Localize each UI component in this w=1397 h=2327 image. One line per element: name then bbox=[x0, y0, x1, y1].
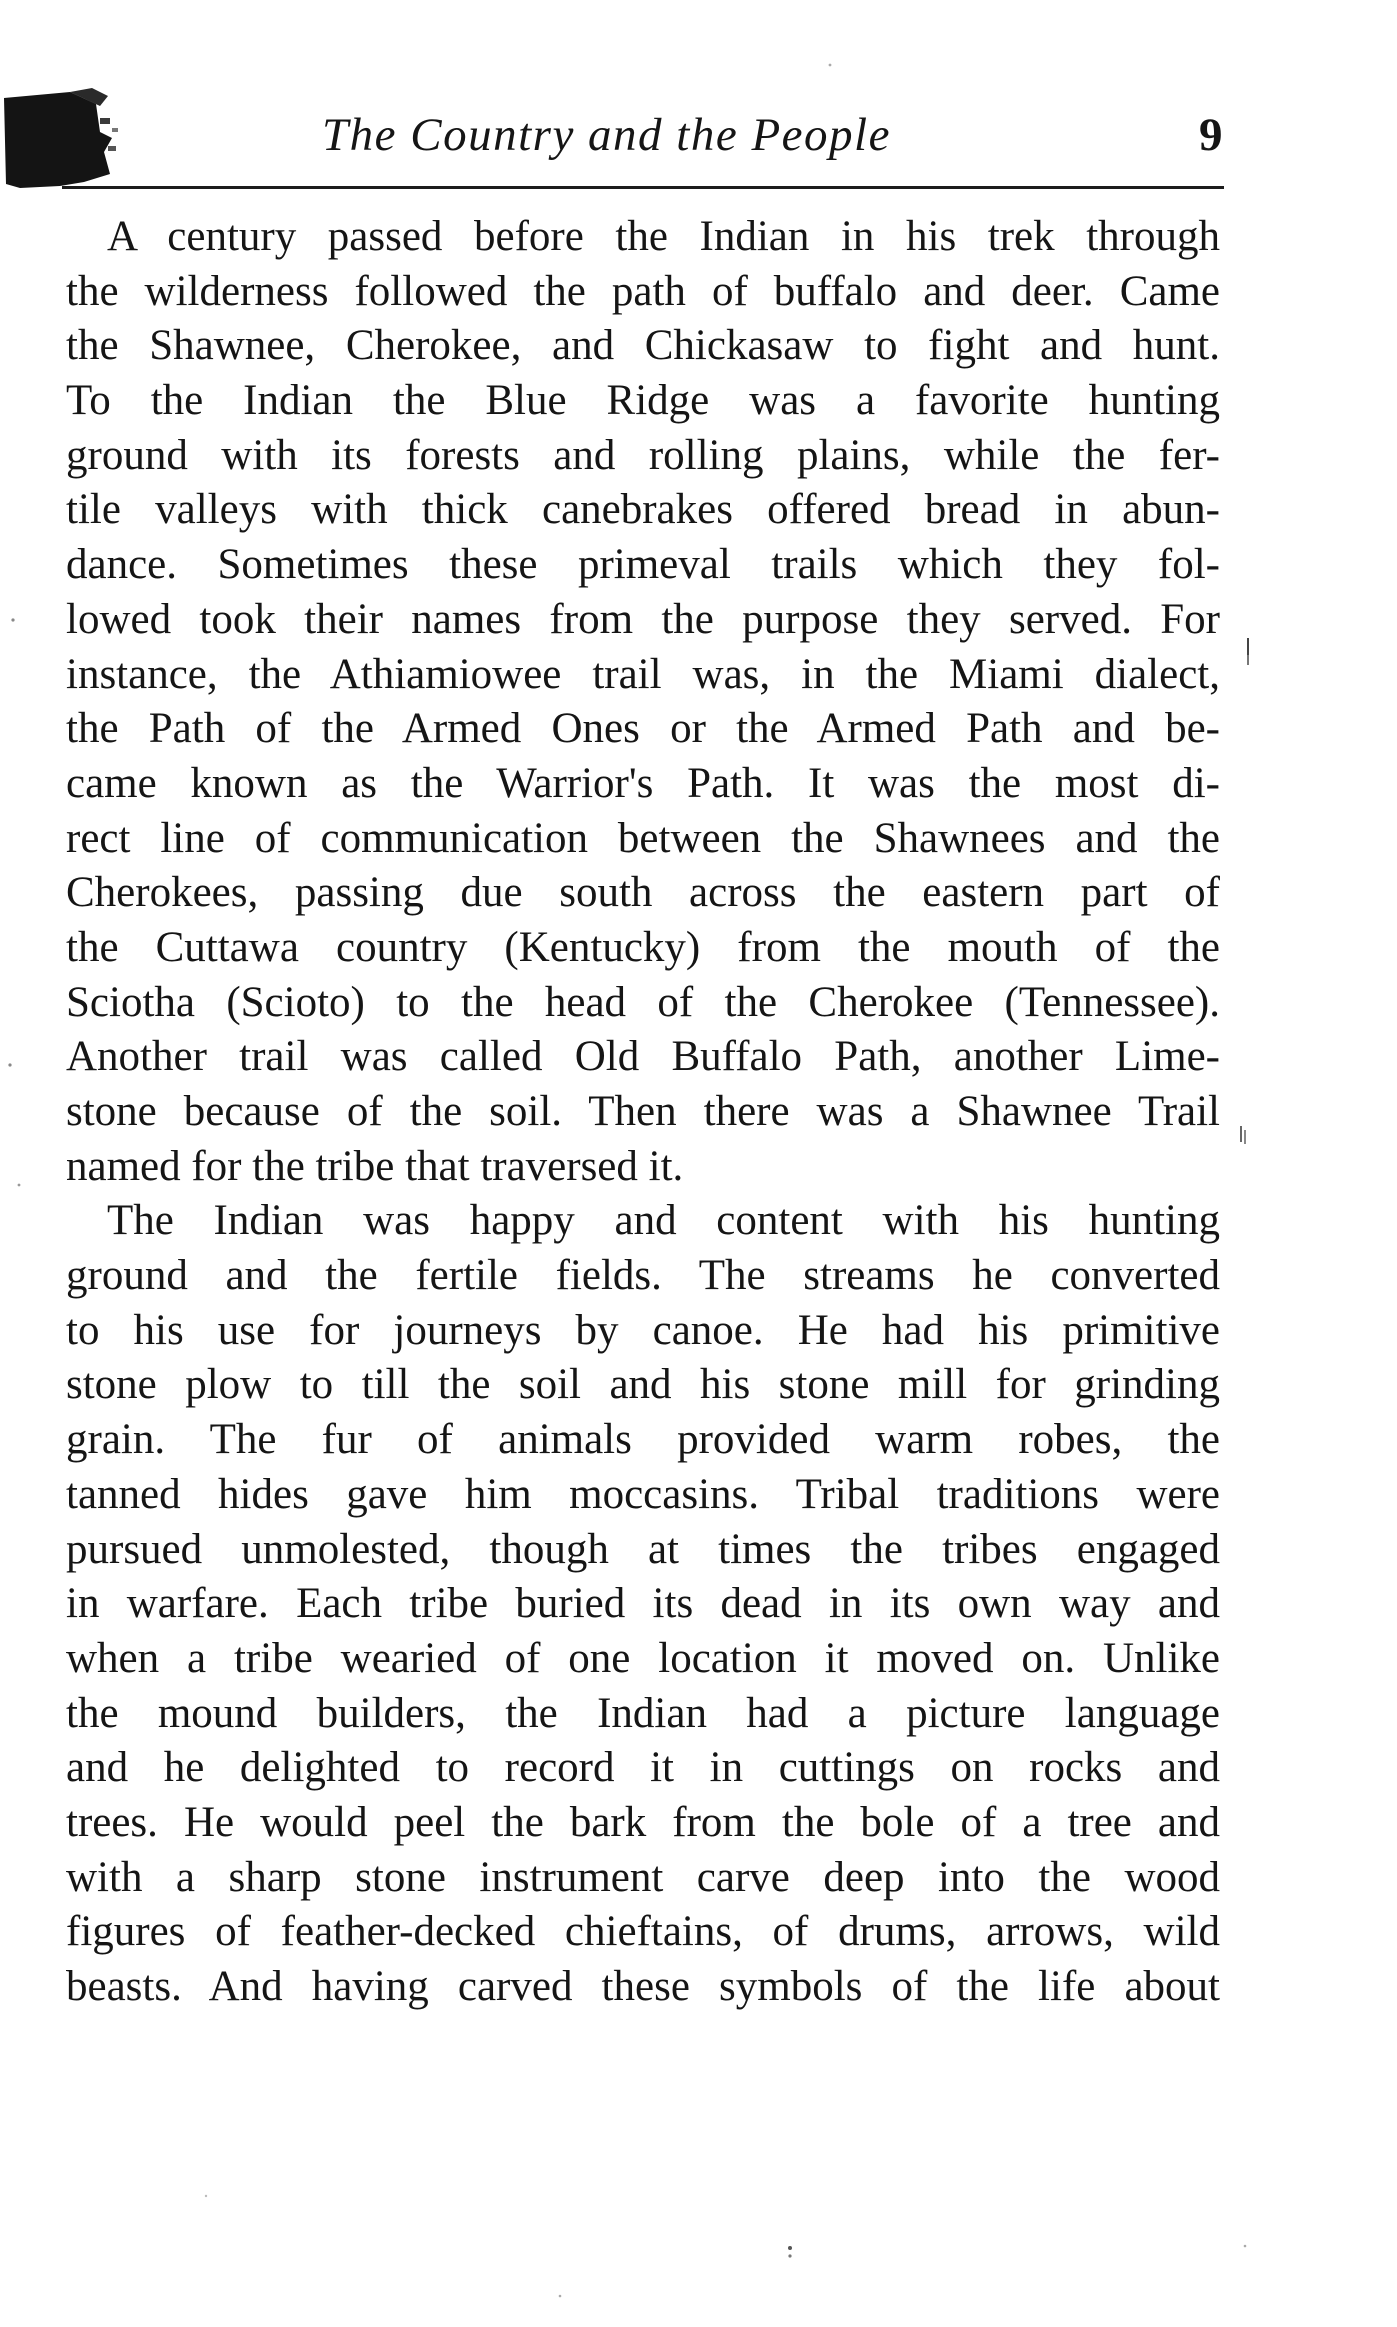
text-line: trees. He would peel the bark from the bole of a tree and bbox=[66, 1798, 1220, 1846]
text-line: Another trail was called Old Buffalo Path, another Lime- bbox=[66, 1033, 1220, 1081]
text-line: instance, the Athiamiowee trail was, in the Miami dialect, bbox=[66, 650, 1220, 698]
text-line: the mound builders, the Indian had a picture language bbox=[66, 1689, 1220, 1737]
text-line: dance. Sometimes these primeval trails which they fol- bbox=[66, 541, 1220, 589]
text-line: when a tribe wearied of one location it moved on. Unlike bbox=[66, 1634, 1220, 1682]
running-head-title: The Country and the People bbox=[322, 109, 891, 161]
text-line: pursued unmolested, though at times the tribes engaged bbox=[66, 1525, 1220, 1573]
text-line: the Path of the Armed Ones or the Armed Path and be- bbox=[66, 705, 1220, 753]
text-line: lowed took their names from the purpose they served. For bbox=[66, 595, 1220, 643]
text-line: A century passed before the Indian in his trek through bbox=[107, 213, 1220, 260]
text-line: named for the tribe that traversed it. bbox=[66, 1142, 684, 1190]
text-line: ground with its forests and rolling plains, while the fer- bbox=[66, 431, 1220, 479]
text-line: stone plow to till the soil and his stone mill for grinding bbox=[66, 1361, 1220, 1409]
text-line: and he delighted to record it in cuttings on rocks and bbox=[66, 1744, 1220, 1792]
text-line: came known as the Warrior's Path. It was the most di- bbox=[66, 759, 1220, 807]
text-line: ground and the fertile fields. The streams he converted bbox=[66, 1252, 1220, 1300]
text-line: beasts. And having carved these symbols of the life about bbox=[66, 1963, 1220, 2010]
text-line: grain. The fur of animals provided warm robes, the bbox=[66, 1416, 1220, 1464]
running-head bbox=[0, 95, 1397, 175]
text-line: in warfare. Each tribe buried its dead in its own way and bbox=[66, 1580, 1220, 1628]
text-line: The Indian was happy and content with his hunting bbox=[107, 1197, 1220, 1245]
body-text bbox=[66, 210, 1220, 2015]
page-number: 9 bbox=[1199, 109, 1223, 161]
header-rule bbox=[62, 186, 1224, 189]
text-line: tanned hides gave him moccasins. Tribal traditions were bbox=[66, 1470, 1220, 1518]
text-line: To the Indian the Blue Ridge was a favorite hunting bbox=[66, 377, 1220, 425]
text-line: Cherokees, passing due south across the eastern part of bbox=[66, 869, 1220, 917]
text-line: rect line of communication between the Shawnees and the bbox=[66, 814, 1220, 862]
text-line: the Shawnee, Cherokee, and Chickasaw to fight and hunt. bbox=[66, 322, 1220, 370]
text-line: stone because of the soil. Then there was a Shawnee Trail bbox=[66, 1088, 1220, 1135]
text-line: Sciotha (Scioto) to the head of the Cherokee (Tennessee). bbox=[66, 978, 1220, 1026]
text-line: to his use for journeys by canoe. He had his primitive bbox=[66, 1306, 1220, 1354]
text-line: with a sharp stone instrument carve deep into the wood bbox=[66, 1853, 1220, 1901]
text-line: the Cuttawa country (Kentucky) from the mouth of the bbox=[66, 923, 1220, 971]
text-line: figures of feather-decked chieftains, of drums, arrows, wild bbox=[66, 1908, 1220, 1956]
text-line: tile valleys with thick canebrakes offered bread in abun- bbox=[66, 486, 1220, 534]
text-line: the wilderness followed the path of buffalo and deer. Came bbox=[66, 267, 1220, 315]
